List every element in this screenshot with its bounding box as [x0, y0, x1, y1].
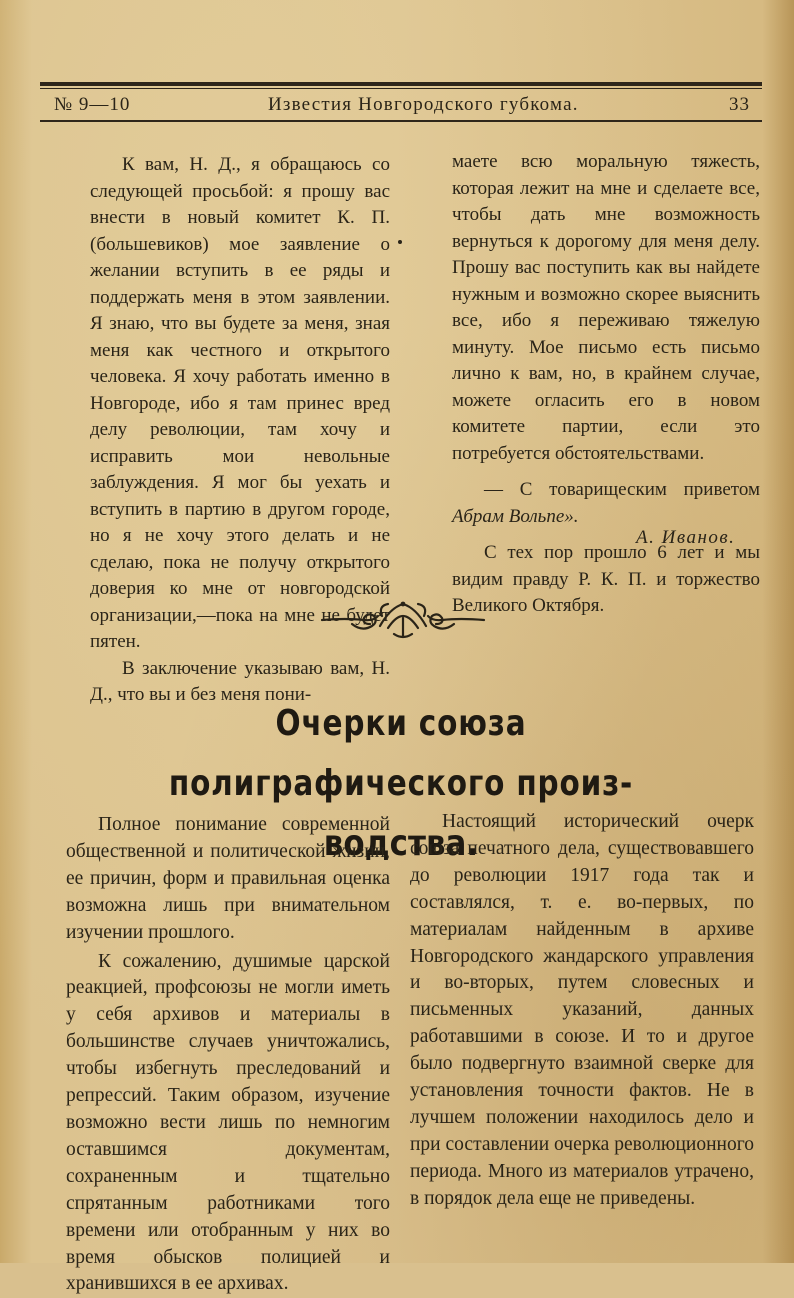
letter-closing	[452, 477, 760, 530]
publication-title: Известия Новгородского губкома.	[268, 94, 579, 115]
ornamental-divider-icon	[318, 596, 488, 642]
article-paragraph: Полное понимание современной общественной и политической жизни, ее причин, форм и правильная оценка возможна лишь при внимательном изучении прошлого.	[66, 814, 390, 943]
heading-line-1: Очерки союза полиграфического произ-	[168, 703, 634, 804]
article-paragraph: Настоящий исторический очерк союза печатного дела, существовавшего до революции 1917 года так и составлялся, т. е. во-первых, по материалам найденным в архиве Новгородского жандарского управления и во-вторых, путем словесных и письменных указаний, данных работавшими в союзе. И то и другое было подвергнуто взаимной сверке для установления точности фактов. Не в лучшем положении находилось дело и при составлении очерка революционного периода. Много из материалов утрачено, в порядок дела еще не приведены.	[410, 811, 754, 1209]
issue-number: № 9—10	[54, 94, 131, 115]
afterword: С тех пор прошло 6 лет и мы видим правду Р. К. П. и торжество Великого Октября.	[452, 542, 760, 616]
article-paragraph: К сожалению, душимые царской реакцией, профсоюзы не могли иметь у себя архивов и материалы в большинстве случаев уничтожались, чтобы избегнуть преследований и репрессий. Таким образом, изучение возможно вести лишь по немногим оставшимся документам, сохраненным и тщательно спрятанным работниками того времени или отобранным у них во время обысков полицией и хранившихся в ее архивах.	[66, 950, 390, 1295]
heading-line-2: водства.	[323, 823, 479, 864]
ink-speck	[398, 240, 402, 244]
author-signature: А. Иванов.	[636, 527, 736, 548]
closing-text: — С товарищеским приветом	[484, 479, 760, 500]
article-right-column	[410, 809, 754, 1213]
page-number: 33	[729, 94, 750, 115]
letter-paragraph: маете всю моральную тяжесть, которая лежит на мне и сделаете все, чтобы дать мне возможность вернуться к дорогому для меня делу. Прошу вас поступить как вы найдете нужным и возможно скорее выяснить все, ибо я переживаю тяжелую минуту. Мое письмо есть письмо лично к вам, но, в крайнем случае, можете огласить его в новом комитете партии, если это потребуется обстоятельствами.	[452, 151, 760, 464]
letter-paragraph: В заключение указываю вам, Н. Д., что вы и без меня пони-	[90, 657, 390, 705]
article-left-column	[66, 812, 390, 1298]
header-bottom-rule	[40, 120, 762, 122]
letter-paragraph: К вам, Н. Д., я обращаюсь со следующей просьбой: я прошу вас внести в новый комитет К. П. (большевиков) мое заявление о желании вступить в ее ряды и поддержать меня в этом заявлении. Я знаю, что вы будете за меня, зная меня как честного и открытого человека. Я хочу работать именно в Новгороде, ибо я там принес вред делу революции, там хочу и исправить мои невольные заблуждения. Я мог бы уехать и вступить в партию в другом городе, но я не хочу этого делать и не сделаю, пока не получу открытого доверия ко мне от новгородской организации,—пока на мне не будет пятен.	[90, 154, 390, 652]
page-header	[40, 88, 762, 118]
closing-signature: Абрам Вольпе».	[452, 505, 579, 527]
header-top-rule	[40, 82, 762, 86]
